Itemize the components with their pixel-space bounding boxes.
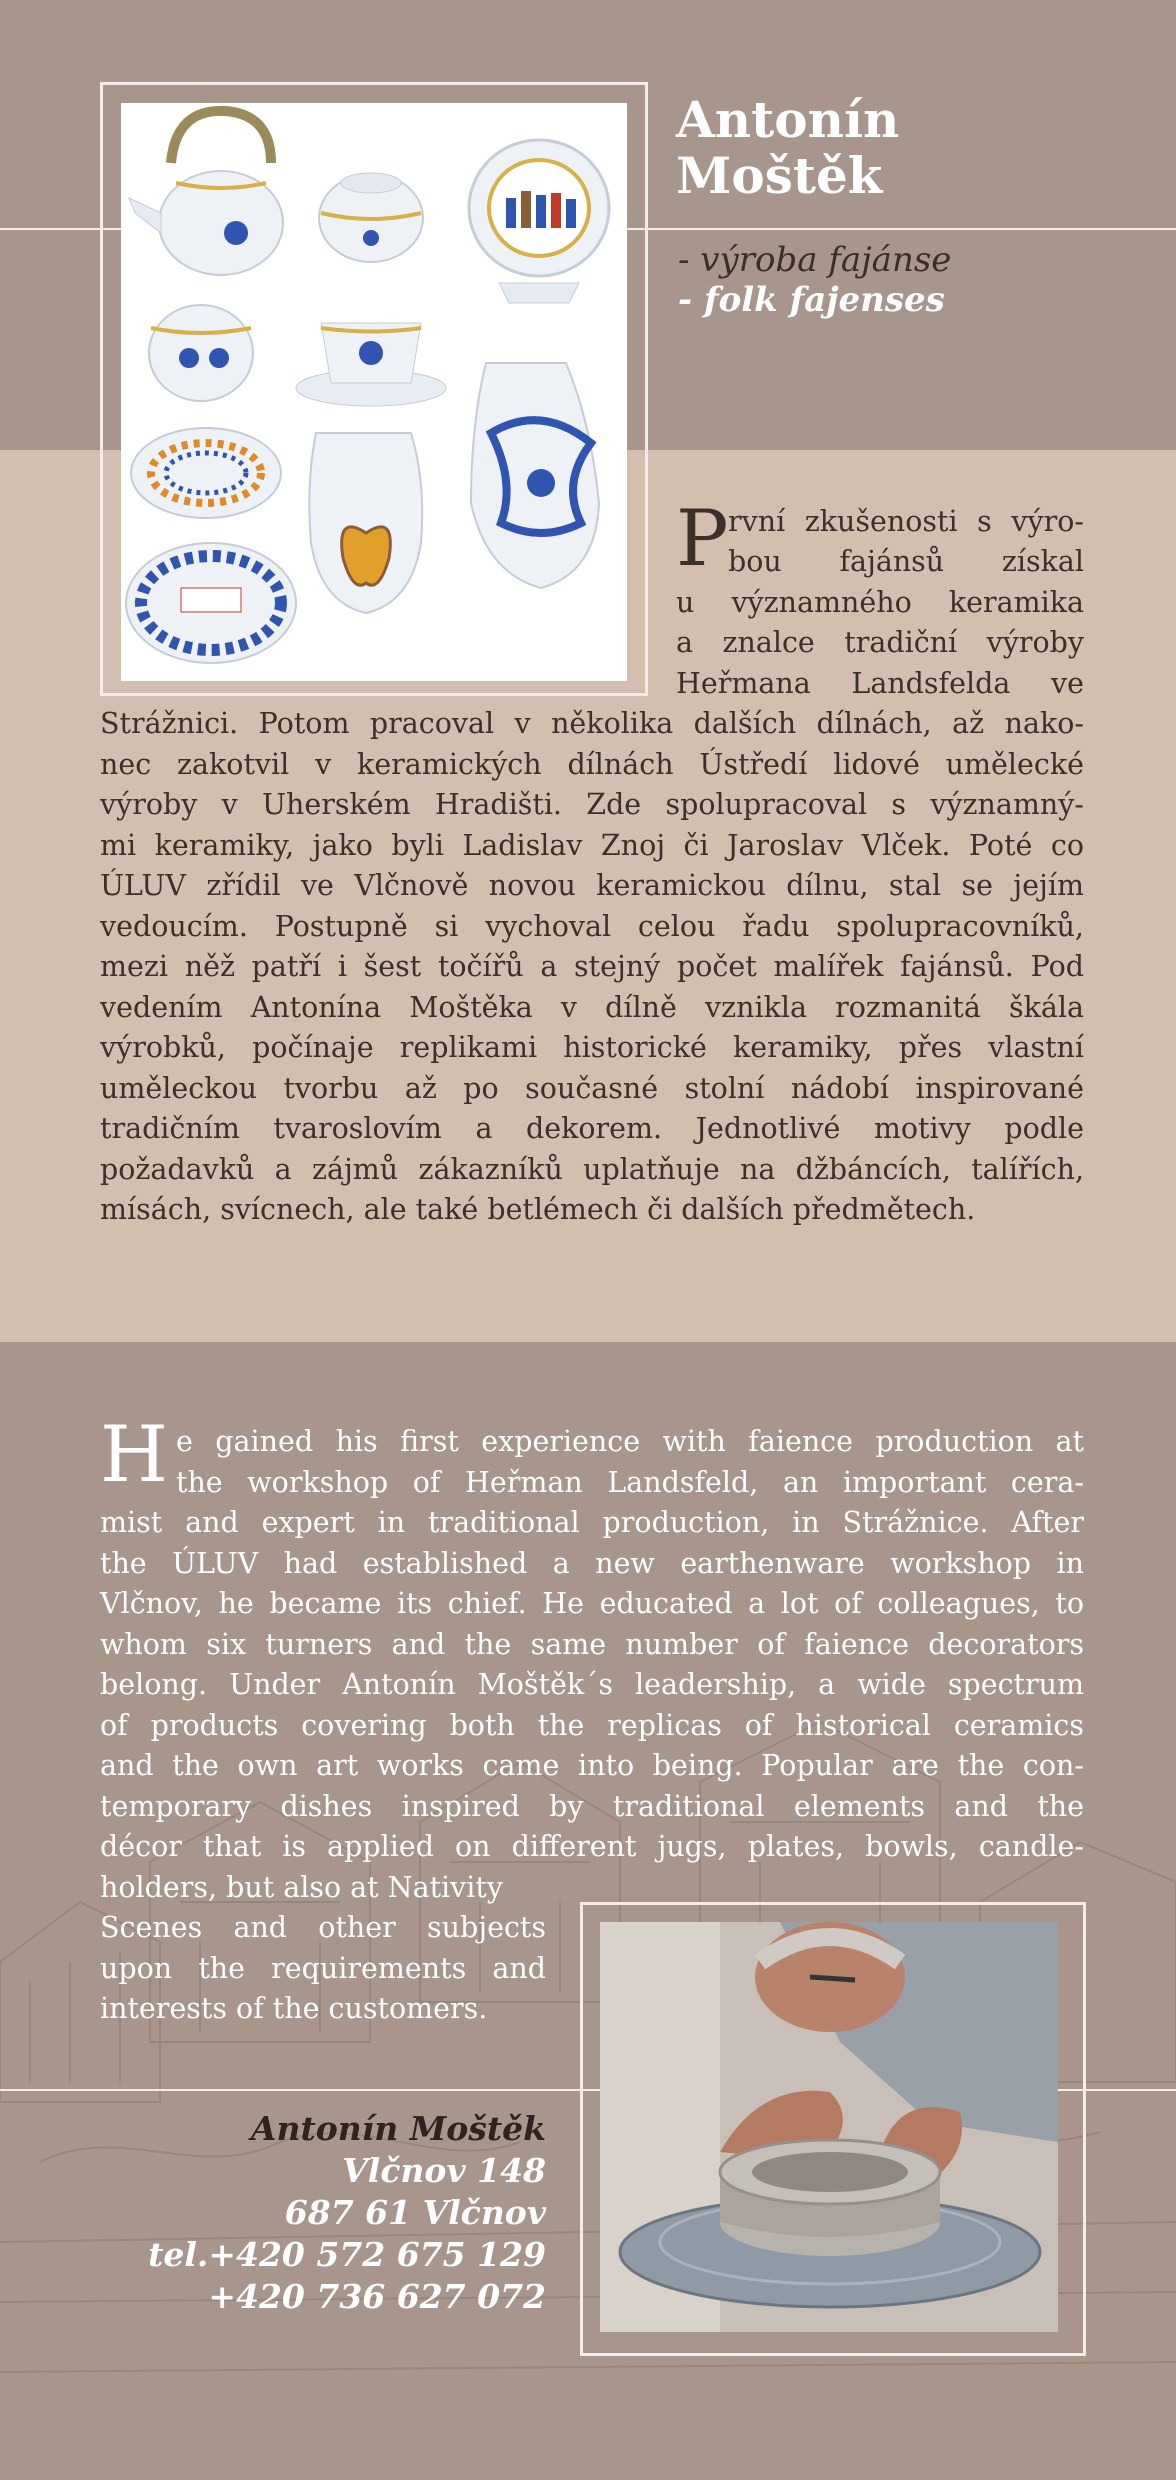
czech-line-5: Heřmana Landsfelda ve xyxy=(676,667,1084,700)
czech-line-4: a znalce tradiční výroby xyxy=(676,626,1084,659)
potter-photo xyxy=(600,1922,1058,2332)
contact-phone-1[interactable]: tel.+420 572 675 129 xyxy=(148,2235,546,2274)
contact-street: Vlčnov 148 xyxy=(342,2151,546,2190)
contact-city: 687 61 Vlčnov xyxy=(284,2193,546,2232)
english-line-15: interests of the customers. xyxy=(100,1992,488,2025)
title-last-name: Moštěk xyxy=(676,146,883,205)
teapot-image xyxy=(129,111,283,275)
blue-decorated-jug-image xyxy=(471,363,599,588)
english-line-6: whom six turners and the same number of faience decorators xyxy=(100,1628,1084,1661)
contact-name: Antonín Moštěk xyxy=(250,2109,546,2148)
czech-line-7: nec zakotvil v keramických dílnách Ústředí lidové umělecké xyxy=(100,748,1084,781)
english-line-13: Scenes and other subjects xyxy=(100,1911,546,1944)
apple-jug-image xyxy=(309,433,422,613)
nativity-candleholder-image xyxy=(469,140,609,303)
czech-line-14: výrobků, počínaje replikami historické keramiky, přes vlastní xyxy=(100,1031,1084,1064)
contact-phone-2[interactable]: +420 736 627 072 xyxy=(208,2277,546,2316)
english-line-9: and the own art works came into being. Popular are the con- xyxy=(100,1749,1084,1782)
czech-line-3: u významného keramika xyxy=(676,586,1084,619)
lidded-bowl-image xyxy=(319,173,423,262)
english-line-8: of products covering both the replicas of historical ceramics xyxy=(100,1709,1084,1742)
small-jug-image xyxy=(149,305,253,401)
english-line-14: upon the requirements and xyxy=(100,1952,546,1985)
english-line-5: Vlčnov, he became its chief. He educated a lot of colleagues, to xyxy=(100,1587,1084,1620)
english-line-3: mist and expert in traditional production, in Strážnice. After xyxy=(100,1506,1084,1539)
english-line-12: holders, but also at Nativity xyxy=(100,1871,503,1904)
subtitle-english: - folk fajenses xyxy=(678,280,945,320)
czech-line-8: výroby v Uherském Hradišti. Zde spolupracoval s významný- xyxy=(100,788,1084,821)
english-line-11: décor that is applied on different jugs, plates, bowls, candle- xyxy=(100,1830,1084,1863)
title-first-name: Antonín xyxy=(676,90,900,149)
czech-drop-cap: P xyxy=(676,494,729,584)
english-drop-cap: H xyxy=(100,1410,169,1500)
czech-line-1: rvní zkušenosti s výro- xyxy=(728,505,1084,538)
czech-line-10: ÚLUV zřídil ve Vlčnově novou keramickou dílnu, stal se jejím xyxy=(100,869,1084,902)
floral-plate-image xyxy=(126,543,296,663)
subtitle-czech: - výroba fajánse xyxy=(678,240,952,280)
czech-line-2: bou fajánsů získal xyxy=(728,545,1084,578)
czech-line-13: vedením Antonína Moštěka v dílně vznikla rozmanitá škála xyxy=(100,991,1084,1024)
ceramics-photo xyxy=(121,103,627,681)
czech-line-6: Strážnici. Potom pracoval v několika dalších dílnách, až nako- xyxy=(100,707,1084,740)
english-line-7: belong. Under Antonín Moštěk´s leadership, a wide spectrum xyxy=(100,1668,1084,1701)
czech-line-11: vedoucím. Postupně si vychoval celou řadu spolupracovníků, xyxy=(100,910,1084,943)
english-line-10: temporary dishes inspired by traditional elements and the xyxy=(100,1790,1084,1823)
page-title xyxy=(676,92,1156,204)
subtitle xyxy=(678,240,1158,320)
cup-and-saucer-image xyxy=(296,323,446,406)
czech-line-9: mi keramiky, jako byli Ladislav Znoj či Jaroslav Vlček. Poté co xyxy=(100,829,1084,862)
english-line-1: e gained his first experience with faience production at xyxy=(176,1425,1084,1458)
czech-line-12: mezi něž patří i šest točířů a stejný počet malířek fajánsů. Pod xyxy=(100,950,1084,983)
czech-line-15: uměleckou tvorbu až po současné stolní nádobí inspirované xyxy=(100,1072,1084,1105)
english-line-4: the ÚLUV had established a new earthenware workshop in xyxy=(100,1547,1084,1580)
czech-line-18: mísách, svícnech, ale také betlémech či dalších předmětech. xyxy=(100,1193,976,1226)
decorated-plate-image xyxy=(131,428,281,518)
czech-line-16: tradičním tvaroslovím a dekorem. Jednotlivé motivy podle xyxy=(100,1112,1084,1145)
czech-line-17: požadavků a zájmů zákazníků uplatňuje na džbáncích, talířích, xyxy=(100,1153,1084,1186)
contact-block xyxy=(100,2108,546,2318)
english-line-2: the workshop of Heřman Landsfeld, an important cera- xyxy=(176,1466,1084,1499)
